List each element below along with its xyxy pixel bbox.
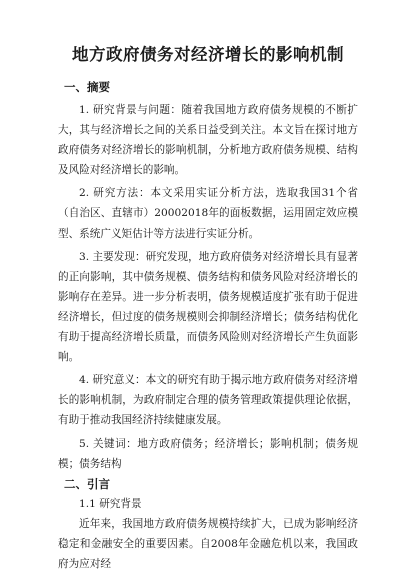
document-title: 地方政府债务对经济增长的影响机制 xyxy=(72,45,344,64)
paragraph-methods: 2. 研究方法：本文采用实证分析方法，选取我国31个省（自治区、直辖市）20002018年的面板数据，运用固定效应模型、系统广义矩估计等方法进行实证分析。 xyxy=(58,187,358,240)
paragraph-background: 1. 研究背景与问题：随着我国地方政府债务规模的不断扩大，其与经济增长之间的关系日益受到关注。本文旨在探讨地方政府债务对经济增长的影响机制，分析地方政府债务规模、结构及风险对经济增长的影响。 xyxy=(58,104,358,177)
paragraph-significance: 4. 研究意义：本文的研究有助于揭示地方政府债务对经济增长的影响机制，为政府制定合理的债务管理政策提供理论依据，有助于推动我国经济持续健康发展。 xyxy=(58,374,358,427)
paragraph-keywords: 5. 关键词：地方政府债务；经济增长；影响机制；债务规模；债务结构 xyxy=(58,437,358,470)
section-heading-introduction: 二、引言 xyxy=(64,476,110,491)
subsection-heading-background: 1.1 研究背景 xyxy=(79,497,142,510)
paragraph-intro: 近年来，我国地方政府债务规模持续扩大，已成为影响经济稳定和金融安全的重要因素。自2008年金融危机以来，我国政府为应对经 xyxy=(58,517,358,570)
section-heading-abstract: 一、摘要 xyxy=(64,80,110,94)
paragraph-findings: 3. 主要发现：研究发现，地方政府债务对经济增长具有显著的正向影响，其中债务规模、债务结构和债务风险对经济增长的影响存在差异。进一步分析表明，债务规模适度扩张有助于促进经济增长，但过度的债务规模则会抑制经济增长；债务结构优化有助于提高经济增长质量，而债务风险则对经济增长产生负面影响。 xyxy=(58,250,358,364)
